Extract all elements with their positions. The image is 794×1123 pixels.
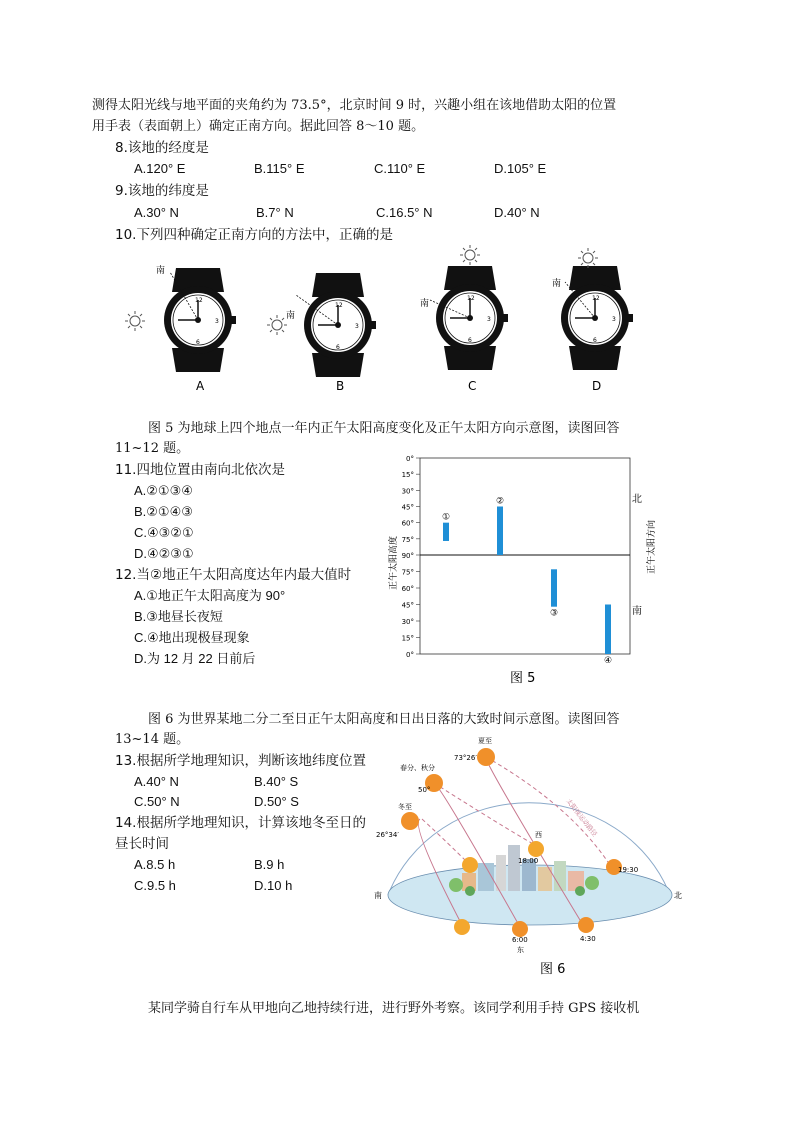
watch-label-d: D [592,379,602,393]
bar-3 [551,569,557,606]
label-angle-equinox: 50° [418,786,431,794]
y-tick-label-bottom: 75° [401,568,414,577]
q8-option-c[interactable]: C.110° E [374,161,426,176]
watch-c [430,266,508,370]
q14-option-a[interactable]: A.8.5 h [134,857,176,872]
watch-c-south-label: 南 [420,299,430,309]
label-south: 南 [374,891,382,900]
y-tick-label-top: 30° [401,487,414,496]
bar-1 [443,523,449,541]
sun-rise-summer [578,917,594,933]
svg-text:6: 6 [196,339,200,346]
q11-option-b[interactable]: B.②①④③ [134,504,193,519]
bar-2 [497,507,503,556]
sun-icon [125,311,145,331]
q13-option-a[interactable]: A.40° N [134,774,179,789]
svg-text:3: 3 [215,318,219,325]
fig5-intro-line2: 11~12 题。 [115,441,190,456]
intro-line2: 用手表（表面朝上）确定正南方向。据此回答 8～10 题。 [92,119,425,134]
svg-text:3: 3 [487,316,491,323]
label-path: 太阳视运动路径 [564,797,599,839]
q13-option-b[interactable]: B.40° S [254,774,299,789]
svg-text:12: 12 [592,295,600,302]
q14-option-d[interactable]: D.10 h [254,878,293,893]
q12-option-c[interactable]: C.④地出现极昼现象 [134,630,250,645]
label-west: 西 [535,831,542,839]
fig6-caption: 图 6 [540,962,566,977]
sun-summer [477,748,495,766]
q8-stem: 8.该地的经度是 [115,140,209,156]
fig5-y-axis [402,455,420,659]
bar-4 [605,605,611,655]
q13-option-c[interactable]: C.50° N [134,794,180,809]
y-tick-label-top: 0° [406,455,414,463]
label-angle-winter: 26°34′ [376,831,399,839]
bar-label-4: ④ [603,656,613,666]
watch-b [296,273,376,377]
sun-rise-winter [454,919,470,935]
y-tick-label-bottom: 15° [401,634,414,643]
tail-line1: 某同学骑自行车从甲地向乙地持续行进，进行野外考察。该同学利用手持 GPS 接收机 [148,1001,640,1016]
intro-line1: 测得太阳光线与地平面的夹角约为 73.5°，北京时间 9 时，兴趣小组在该地借助太阳的位置 [92,98,617,113]
y-tick-label-bottom: 45° [401,601,414,610]
q10-stem: 10.下列四种确定正南方向的方法中，正确的是 [115,227,393,243]
svg-text:6: 6 [336,344,340,351]
q9-stem: 9.该地的纬度是 [115,183,209,199]
q12-option-d[interactable]: D.为 12 月 22 日前后 [134,651,256,666]
label-winter: 冬至 [398,803,412,811]
q12-option-a[interactable]: A.①地正午太阳高度为 90° [134,588,286,603]
q8-option-b[interactable]: B.115° E [254,161,305,176]
q14-option-c[interactable]: C.9.5 h [134,878,176,893]
label-north: 北 [674,891,682,900]
fig6-intro-line1: 图 6 为世界某地二分二至日正午太阳高度和日出日落的大致时间示意图。读图回答 [148,712,620,727]
y-tick-label-top: 60° [401,519,414,528]
watch-label-a: A [196,379,205,393]
y-tick-label-bottom: 30° [401,618,414,626]
q11-option-d[interactable]: D.④②③① [134,546,194,561]
fig5-bars [442,497,612,667]
svg-text:6: 6 [468,337,472,344]
q9-option-d[interactable]: D.40° N [494,205,540,220]
svg-text:12: 12 [335,302,343,309]
watches-figure [110,240,630,400]
q9-option-b[interactable]: B.7° N [256,205,294,220]
fig5-frame [420,458,630,654]
q8-option-d[interactable]: D.105° E [494,161,547,176]
q12-stem: 12.当②地正午太阳高度达年内最大值时 [115,567,352,583]
q9-option-c[interactable]: C.16.5° N [376,205,433,220]
y-tick-label-top: 15° [401,471,414,480]
sun-winter [401,812,419,830]
q8-option-a[interactable]: A.120° E [134,161,186,176]
q11-option-c[interactable]: C.④③②① [134,525,194,540]
watch-b-south-label: 南 [286,311,296,321]
watch-d [561,266,633,370]
q14-stem-line1: 14.根据所学地理知识，计算该地冬至日的 [115,815,366,831]
q11-option-a[interactable]: A.②①③④ [134,483,193,498]
fig5-intro-line1: 图 5 为地球上四个地点一年内正午太阳高度变化及正午太阳方向示意图，读图回答 [148,421,620,436]
q13-option-d[interactable]: D.50° S [254,794,299,809]
fig5-south: 南 [632,606,642,617]
y-tick-label-bottom: 0° [406,651,414,659]
q14-stem-line2: 昼长时间 [115,836,169,852]
q12-option-b[interactable]: B.③地昼长夜短 [134,609,223,624]
fig5-north: 北 [632,494,642,505]
svg-text:3: 3 [612,316,616,323]
y-tick-label-top: 45° [401,503,414,512]
q13-stem: 13.根据所学地理知识，判断该地纬度位置 [115,753,366,769]
q14-option-b[interactable]: B.9 h [254,857,285,872]
fig5-chart [380,450,660,690]
y-tick-label-top: 75° [401,535,414,544]
q9-option-a[interactable]: A.30° N [134,205,179,220]
y-tick-label-bottom: 60° [401,585,414,593]
fig5-caption: 图 5 [510,671,536,686]
y-tick-label-top: 90° [401,552,414,560]
sun-set-winter [462,857,478,873]
sun-rise-equinox [512,921,528,937]
label-angle-summer: 73°26′ [454,754,477,762]
sun-set-equinox [528,841,544,857]
bar-label-1: ① [441,512,451,523]
fig6-diagram [370,737,690,985]
label-east: 东 [517,946,524,954]
svg-text:6: 6 [593,337,597,344]
watch-a [164,268,236,372]
bar-label-3: ③ [549,608,559,619]
sun-icon [460,245,480,265]
q11-stem: 11.四地位置由南向北依次是 [115,462,285,478]
sun-icon [267,315,287,335]
label-1930: 19:30 [618,866,639,874]
watch-label-b: B [336,379,345,393]
fig6-intro-line2: 13~14 题。 [115,732,190,747]
label-equinox: 春分、秋分 [400,764,435,772]
label-600: 6:00 [512,936,528,944]
watch-label-c: C [468,379,477,393]
svg-text:3: 3 [355,323,359,330]
bar-label-2: ② [495,496,505,507]
label-1800: 18:00 [518,857,539,865]
fig5-right-label: 正午太阳方向 [647,519,657,574]
dial-12: 12 [195,297,203,304]
label-430: 4:30 [580,935,596,943]
sun-icon [578,248,598,268]
watch-d-south-label: 南 [552,279,562,289]
watch-a-south-label: 南 [156,266,166,276]
fig5-left-label: 正午太阳高度 [389,535,399,590]
label-summer: 夏至 [478,737,492,745]
svg-text:12: 12 [467,295,475,302]
